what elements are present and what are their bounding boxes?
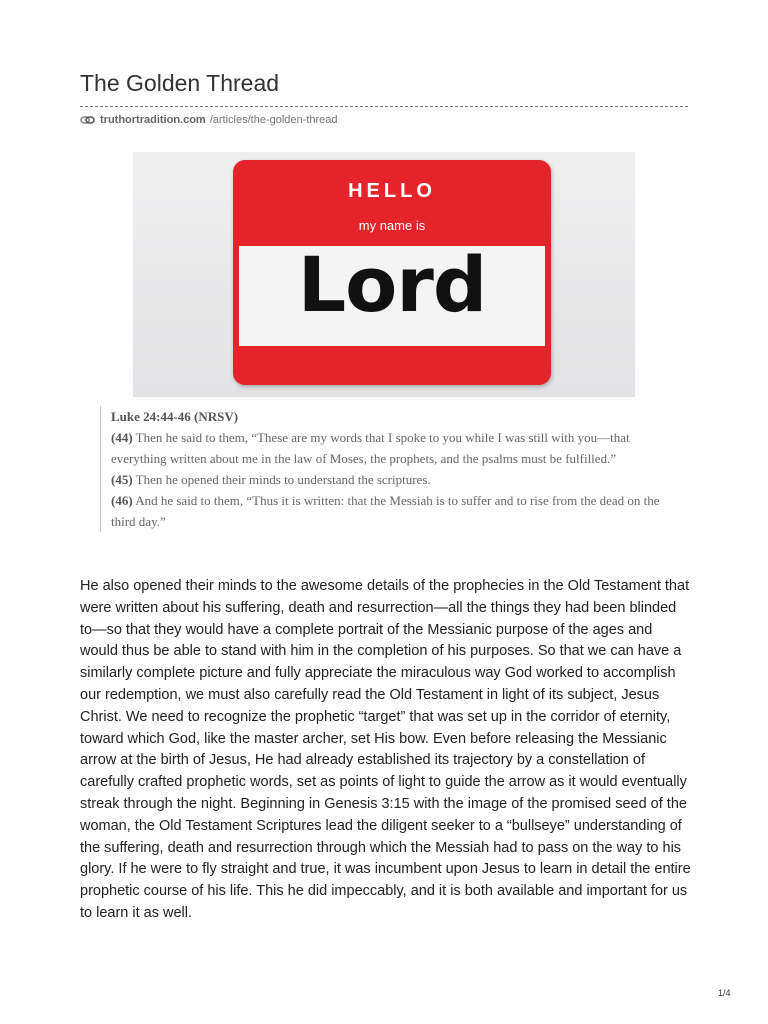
verse-46 (111, 490, 671, 532)
hero-image (133, 152, 635, 397)
body-paragraph: He also opened their minds to the awesome details of the prophecies in the Old Testament that were written about his suffering, death and resurrection—all the things they had been blinded to—so that they would have a complete portrait of the Messianic purpose of the ages and would thus be able to stand with him in the completion of his purposes. So that we can have a similarly complete picture and fully appreciate the miraculous way God worked to accomplish our redemption, we must also carefully read the Old Testament in light of its subject, Jesus Christ. We need to recognize the prophetic “target” that was set up in the corridor of eternity, toward which God, like the master archer, set His bow. Even before releasing the Messianic arrow at the birth of Jesus, He had already established its trajectory by a constellation of carefully crafted prophetic words, set as points of light to guide the arrow as it would eventually streak through the night. Beginning in Genesis 3:15 with the image of the promised seed of the woman, the Old Testament Scriptures lead the diligent seeker to a “bullseye” understanding of the suffering, death and resurrection through which the Messiah had to pass on the way to his glory. If he were to fly straight and true, it was incumbent upon Jesus to learn in detail the entire prophetic course of his life. This he did impeccably, and it is both available and important for us to learn it as well. (80, 578, 691, 921)
name-tag-my-name-is: my name is (358, 218, 426, 233)
page-number: 1/4 (718, 988, 731, 998)
verse-text: And he said to them, “Thus it is written: that the Messiah is to suffer and to rise from the dead on the third day.” (111, 493, 660, 529)
verse-text: Then he opened their minds to understand the scriptures. (132, 472, 431, 487)
page-title: The Golden Thread (80, 70, 280, 96)
verse-44 (111, 427, 671, 469)
verse-number: (44) (111, 430, 133, 445)
name-tag (233, 160, 551, 385)
name-tag-name: Lord (297, 240, 487, 329)
verse-number: (46) (111, 493, 133, 508)
scripture-blockquote (100, 406, 671, 532)
source-link[interactable] (80, 114, 338, 126)
link-icon (80, 114, 96, 126)
title-divider (80, 106, 688, 107)
source-path[interactable]: /articles/the-golden-thread (209, 114, 338, 126)
verse-number: (45) (111, 472, 133, 487)
source-domain[interactable]: truthortradition.com (100, 114, 206, 126)
name-tag-hello: HELLO (348, 180, 436, 202)
scripture-reference: Luke 24:44-46 (NRSV) (111, 409, 239, 424)
verse-45 (111, 469, 671, 490)
verse-text: Then he said to them, “These are my words that I spoke to you while I was still with you—that everything written about me in the law of Moses, the prophets, and the psalms must be fulfilled.” (111, 430, 630, 466)
